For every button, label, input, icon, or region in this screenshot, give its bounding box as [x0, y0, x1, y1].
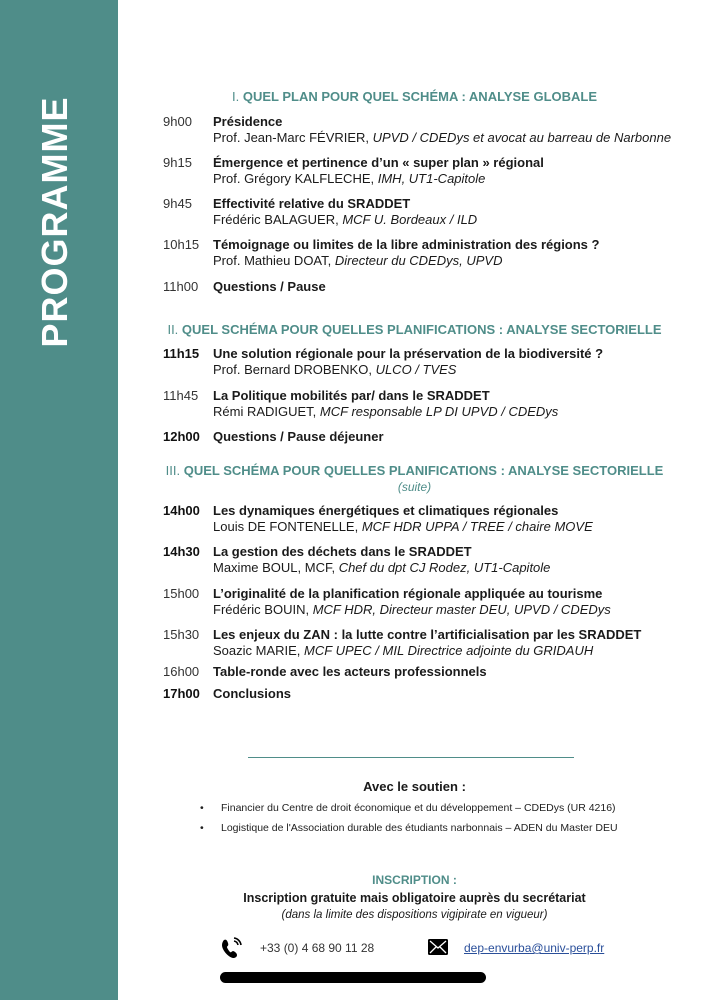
speaker-name: Maxime BOUL, MCF,	[213, 560, 339, 575]
section-heading	[118, 463, 711, 494]
section-title: QUEL PLAN POUR QUEL SCHÉMA : ANALYSE GLOBALE	[242, 89, 598, 104]
speaker-name: Prof. Mathieu DOAT,	[213, 253, 335, 268]
item-speaker	[213, 643, 641, 659]
speaker-name: Prof. Jean-Marc FÉVRIER,	[213, 130, 373, 145]
item-time: 11h15	[163, 346, 200, 361]
item-time: 15h30	[163, 627, 200, 642]
speaker-name: Prof. Grégory KALFLECHE,	[213, 171, 378, 186]
item-speaker	[213, 253, 599, 269]
support-bullet-text: Logistique de l'Association durable des étudiants narbonnais – ADEN du Master DEU	[221, 822, 618, 834]
item-time: 14h30	[163, 544, 200, 559]
speaker-affiliation: MCF responsable LP DI UPVD / CDEDys	[319, 404, 559, 419]
phone-number: +33 (0) 4 68 90 11 28	[260, 941, 375, 955]
inscription-note: (dans la limite des dispositions vigipirate en vigueur)	[281, 909, 548, 921]
item-title: Émergence et pertinence d’un « super plan » régional	[213, 155, 544, 170]
item-title: Questions / Pause déjeuner	[213, 429, 384, 444]
section-number: II.	[167, 322, 179, 337]
item-title: Les dynamiques énergétiques et climatiques régionales	[213, 503, 559, 518]
speaker-affiliation: MCF UPEC / MIL Directrice adjointe du GRIDAUH	[304, 643, 594, 658]
item-title: Conclusions	[213, 686, 292, 701]
section-title: QUEL SCHÉMA POUR QUELLES PLANIFICATIONS : ANALYSE SECTORIELLE	[181, 322, 662, 337]
section-subtitle: (suite)	[397, 480, 432, 494]
speaker-affiliation: IMH, UT1-Capitole	[377, 171, 486, 186]
speaker-affiliation: UPVD / CDEDys et avocat au barreau de Narbonne	[372, 130, 672, 145]
speaker-affiliation: MCF HDR UPPA / TREE / chaire MOVE	[361, 519, 593, 534]
speaker-name: Rémi RADIGUET,	[213, 404, 320, 419]
section-title: QUEL SCHÉMA POUR QUELLES PLANIFICATIONS : ANALYSE SECTORIELLE	[183, 463, 664, 478]
item-time: 16h00	[163, 664, 200, 679]
home-indicator[interactable]	[220, 972, 486, 983]
item-time: 11h00	[163, 279, 199, 294]
item-time: 12h00	[163, 429, 200, 444]
speaker-name: Louis DE FONTENELLE,	[213, 519, 362, 534]
item-time: 10h15	[163, 237, 200, 252]
inscription-line: Inscription gratuite mais obligatoire auprès du secrétariat	[243, 891, 586, 905]
item-title: Présidence	[213, 114, 283, 129]
item-time: 9h15	[163, 155, 192, 170]
item-title: La Politique mobilités par/ dans le SRADDET	[213, 388, 490, 403]
support-bullet-text: Financier du Centre de droit économique et du développement – CDEDys (UR 4216)	[221, 802, 616, 814]
speaker-affiliation: MCF U. Bordeaux / ILD	[342, 212, 478, 227]
item-title: Effectivité relative du SRADDET	[213, 196, 411, 211]
speaker-affiliation: MCF HDR, Directeur master DEU, UPVD / CDEDys	[312, 602, 611, 617]
section-heading	[118, 89, 711, 104]
divider	[248, 757, 574, 758]
item-speaker	[213, 362, 603, 378]
item-title: La gestion des déchets dans le SRADDET	[213, 544, 472, 559]
item-title: Questions / Pause	[213, 279, 326, 294]
item-speaker	[213, 171, 544, 187]
section-heading	[118, 322, 711, 337]
inscription-heading: INSCRIPTION :	[372, 873, 457, 887]
item-speaker	[213, 560, 550, 576]
item-time: 9h00	[163, 114, 192, 129]
speaker-name: Soazic MARIE,	[213, 643, 305, 658]
phone-icon	[220, 937, 242, 959]
item-speaker	[213, 602, 611, 618]
item-time: 14h00	[163, 503, 200, 518]
speaker-name: Frédéric BALAGUER,	[213, 212, 343, 227]
speaker-name: Prof. Bernard DROBENKO,	[213, 362, 376, 377]
speaker-affiliation: Directeur du CDEDys, UPVD	[334, 253, 503, 268]
speaker-name: Frédéric BOUIN,	[213, 602, 313, 617]
sidebar-band	[0, 0, 118, 1000]
programme-title: PROGRAMME	[34, 96, 75, 348]
item-time: 17h00	[163, 686, 200, 701]
item-title: L’originalité de la planification régionale appliquée au tourisme	[213, 586, 603, 601]
section-number: I.	[231, 89, 240, 104]
item-speaker	[213, 212, 477, 228]
item-time: 9h45	[163, 196, 192, 211]
item-speaker	[213, 404, 558, 420]
item-title: Une solution régionale pour la préservation de la biodiversité ?	[213, 346, 604, 361]
support-heading: Avec le soutien :	[363, 779, 466, 794]
speaker-affiliation: Chef du dpt CJ Rodez, UT1-Capitole	[338, 560, 551, 575]
speaker-affiliation: ULCO / TVES	[375, 362, 457, 377]
envelope-icon	[428, 939, 448, 955]
section-number: III.	[165, 463, 181, 478]
item-title: Les enjeux du ZAN : la lutte contre l’artificialisation par les SRADDET	[213, 627, 642, 642]
item-speaker	[213, 130, 671, 146]
email-link[interactable]: dep-envurba@univ-perp.fr	[464, 941, 605, 955]
item-time: 11h45	[163, 388, 199, 403]
item-time: 15h00	[163, 586, 200, 601]
item-speaker	[213, 519, 593, 535]
item-title: Témoignage ou limites de la libre administration des régions ?	[213, 237, 600, 252]
item-title: Table-ronde avec les acteurs professionnels	[213, 664, 487, 679]
